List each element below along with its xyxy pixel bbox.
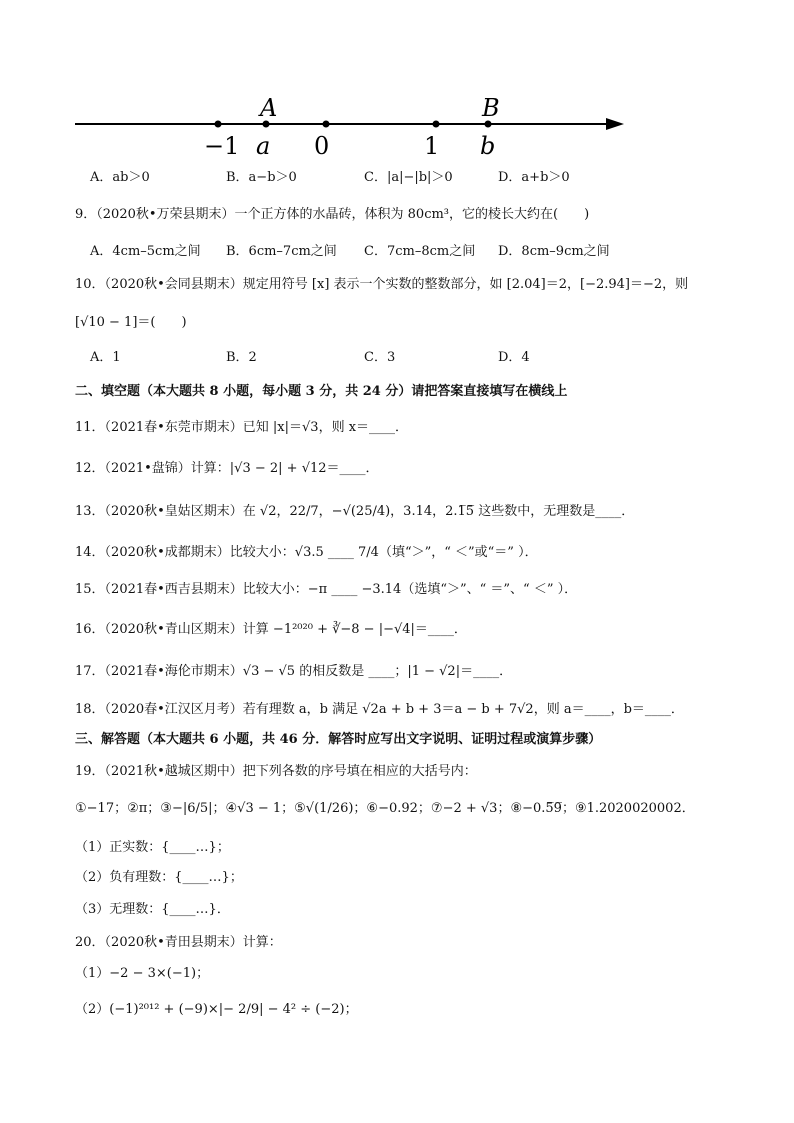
q9-stem: 9．（2020秋•万荣县期末）一个正方体的水晶砖，体积为 80cm³，它的棱长大约在( ) [75,207,590,222]
q20-part-2: （2）(−1)²⁰¹² + (−9)×|− 2/9| − 4² ÷ (−2)； [75,1002,358,1017]
q20-part-1: （1）−2 − 3×(−1)； [75,966,210,981]
q19-stem: 19．（2021秋•越城区期中）把下列各数的序号填在相应的大括号内： [75,764,477,779]
q19-part-2: （2）负有理数：{____…}； [75,870,243,885]
tick-minus-one: −1 [204,132,240,160]
q13: 13．（2020秋•皇姑区期末）在 √2，22/7，−√(25/4)，3.14，2.1̅5̅ 这些数中，无理数是____． [75,504,635,519]
tick-b: b [480,132,496,160]
q10-option-c: C．3 [364,350,396,365]
q19-items: ①−17；②π；③−|6/5|；④√3 − 1；⑤√(1/26)；⑥−0.92；⑦−2 + √3；⑧−0.5̅9̅；⑨1.2020020002． [75,801,695,816]
q17: 17．（2021春•海伦市期末）√3 − √5 的相反数是 ____；|1 − √2|＝____． [75,664,513,679]
section-2-heading: 二、填空题（本大题共 8 小题，每小题 3 分，共 24 分）请把答案直接填写在横线上 [75,384,568,399]
point-one [433,121,440,128]
q20-stem: 20．（2020秋•青田县期末）计算： [75,935,282,950]
number-line-figure [70,90,640,160]
axis-arrow [606,118,624,130]
q10-stem-expression: [√10 − 1]＝( ) [75,315,187,330]
q8-option-b: B．a−b＞0 [226,170,297,185]
label-A: A [260,94,278,122]
q9-option-d: D．8cm–9cm之间 [498,244,610,259]
label-B: B [482,94,500,122]
q9-option-a: A．4cm–5cm之间 [90,244,201,259]
tick-zero: 0 [314,132,330,160]
tick-one: 1 [424,132,440,160]
q12: 12．（2021•盘锦）计算：|√3 − 2| + √12＝____． [75,461,379,476]
q10-option-d: D．4 [498,350,530,365]
q10-option-b: B．2 [226,350,257,365]
q10-stem: 10．（2020秋•会同县期末）规定用符号 [x] 表示一个实数的整数部分，如 [2.04]＝2，[−2.94]＝−2，则 [75,277,689,292]
q19-part-3: （3）无理数：{____…}． [75,902,230,917]
q8-option-a: A．ab＞0 [90,170,150,185]
q16: 16．（2020秋•青山区期末）计算 −1²⁰²⁰ + ∛−8 − |−√4|＝____． [75,622,467,637]
q9-option-b: B．6cm–7cm之间 [226,244,337,259]
point-zero [323,121,330,128]
q8-option-d: D．a+b＞0 [498,170,570,185]
q11: 11．（2021春•东莞市期末）已知 |x|＝√3，则 x＝____． [75,420,409,435]
q10-option-a: A．1 [90,350,121,365]
q19-part-1: （1）正实数：{____…}； [75,840,230,855]
point-minus-one [215,121,222,128]
section-3-heading: 三、解答题（本大题共 6 小题，共 46 分．解答时应写出文字说明、证明过程或演算步骤） [75,732,602,747]
tick-a: a [256,132,271,160]
q8-option-c: C．|a|−|b|＞0 [364,170,453,185]
q14: 14．（2020秋•成都期末）比较大小：√3.5 ____ 7/4（填“＞”，“ ＜”或“＝” ）． [75,545,538,560]
q18: 18．（2020春•江汉区月考）若有理数 a，b 满足 √2a + b + 3＝a − b + 7√2，则 a＝____，b＝____． [75,702,684,717]
q15: 15．（2021春•西吉县期末）比较大小：−π ____ −3.14（选填“＞”、“ ＝”、“ ＜” ）． [75,582,578,597]
q9-option-c: C．7cm–8cm之间 [364,244,476,259]
